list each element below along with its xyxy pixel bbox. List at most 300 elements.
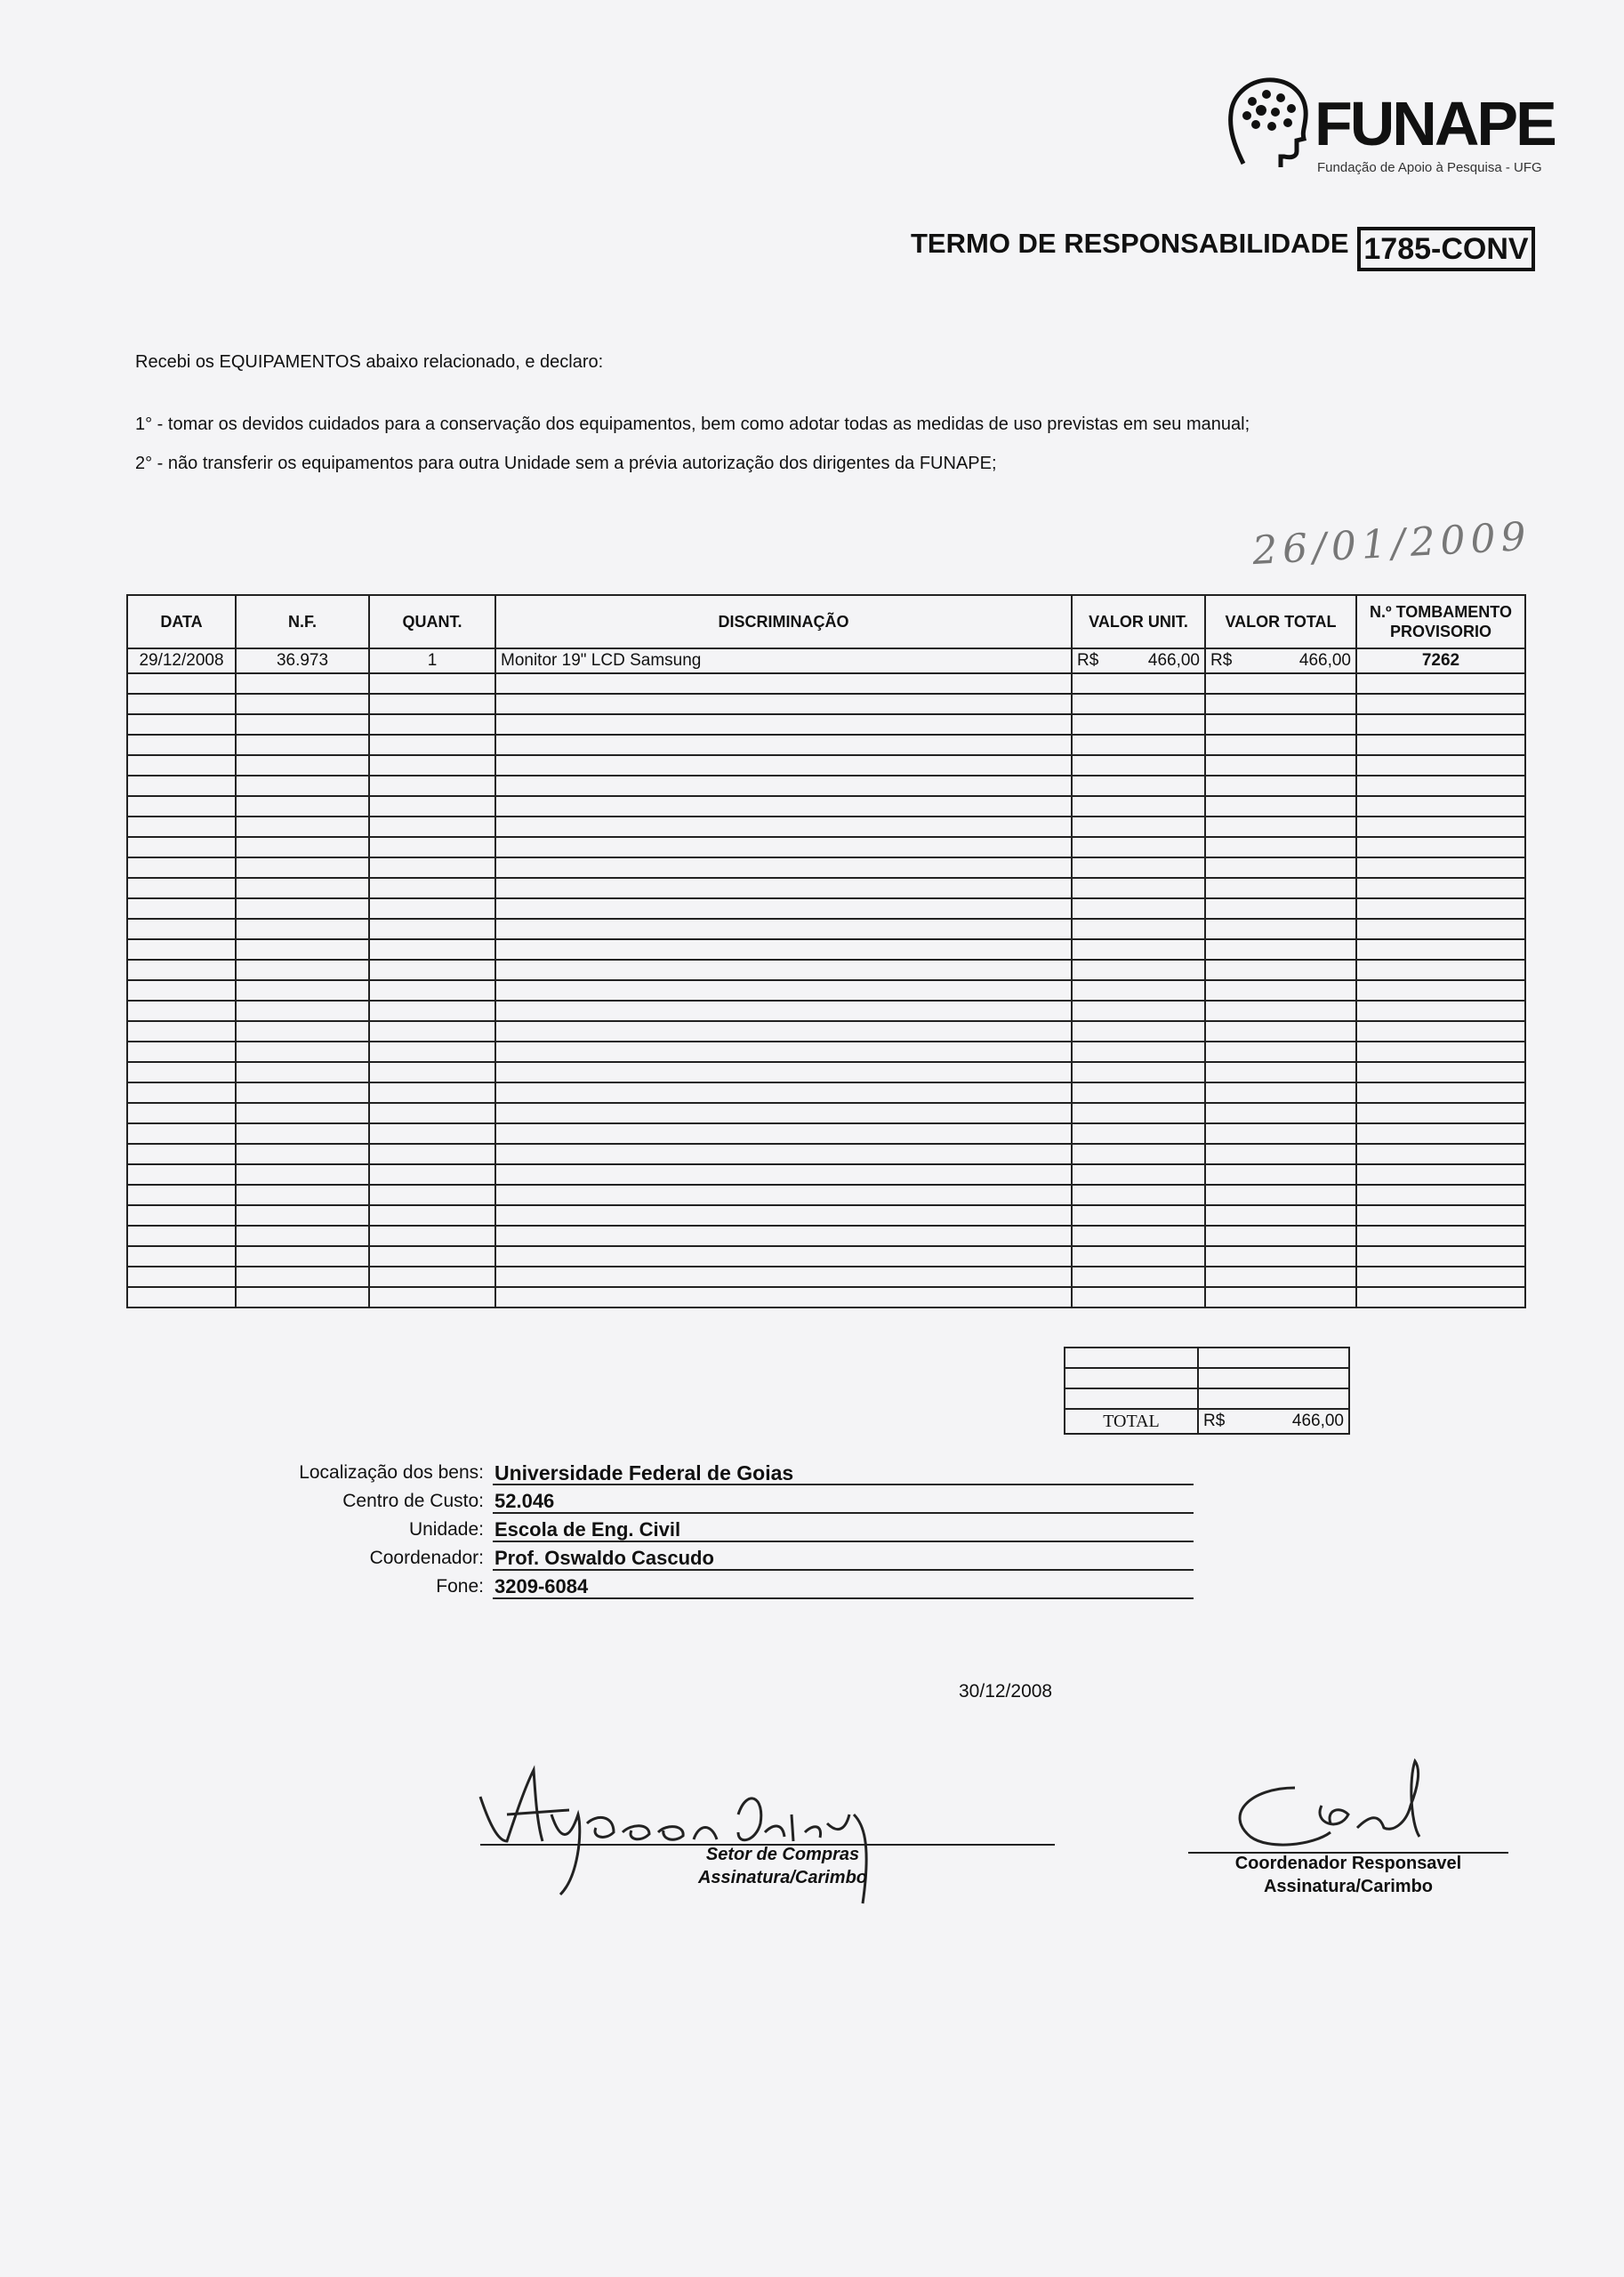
table-cell-empty (1356, 898, 1525, 919)
table-row-empty (127, 755, 1525, 776)
header-valor-unit: VALOR UNIT. (1072, 595, 1205, 648)
funape-logo (1226, 75, 1555, 181)
table-row-empty (127, 1246, 1525, 1267)
table-cell-empty (236, 1205, 369, 1226)
table-cell-empty (1205, 1164, 1356, 1185)
header-discriminacao: DISCRIMINAÇÃO (495, 595, 1072, 648)
issue-date: 30/12/2008 (959, 1681, 1053, 1702)
table-cell-empty (495, 1082, 1072, 1103)
table-cell-empty (1072, 1226, 1205, 1246)
table-cell-empty (1205, 1267, 1356, 1287)
phone-label: Fone: (436, 1576, 484, 1597)
table-cell-empty (369, 1082, 495, 1103)
table-cell-empty (1072, 1042, 1205, 1062)
table-cell-empty (127, 1001, 236, 1021)
table-cell-empty (369, 1287, 495, 1307)
info-location (133, 1459, 1060, 1485)
table-cell-empty (236, 714, 369, 735)
table-cell-empty (127, 1226, 236, 1246)
table-cell-empty (495, 673, 1072, 694)
cell-valor-unit (1072, 648, 1205, 673)
table-cell-empty (236, 1123, 369, 1144)
table-cell-empty (1356, 673, 1525, 694)
table-cell-empty (1205, 1042, 1356, 1062)
table-cell-empty (1072, 755, 1205, 776)
table-cell-empty (236, 1062, 369, 1082)
table-cell-empty (369, 796, 495, 817)
table-cell-empty (127, 673, 236, 694)
table-cell-empty (1205, 919, 1356, 939)
info-cost-center (133, 1487, 1060, 1514)
table-cell-empty (127, 960, 236, 980)
table-cell-empty (369, 694, 495, 714)
table-row-empty (127, 735, 1525, 755)
table-cell-empty (127, 1062, 236, 1082)
table-cell-empty (127, 755, 236, 776)
table-cell-empty (1205, 1185, 1356, 1205)
table-cell-empty (236, 1287, 369, 1307)
currency-symbol: R$ (1210, 651, 1233, 670)
table-cell-empty (1356, 857, 1525, 878)
table-cell-empty (1356, 694, 1525, 714)
value-cell-empty (1065, 1348, 1198, 1368)
handwritten-date: 26/01/2009 (1250, 513, 1532, 575)
table-cell-empty (1356, 817, 1525, 837)
table-cell-empty (495, 898, 1072, 919)
table-cell-empty (369, 673, 495, 694)
clause-1: 1° - tomar os devidos cuidados para a conservação dos equipamentos, bem como adotar todas as medidas de uso previstas em seu manual; (135, 414, 1250, 434)
table-cell-empty (369, 1062, 495, 1082)
value-cell-empty (1198, 1388, 1349, 1409)
table-cell-empty (236, 1185, 369, 1205)
table-cell-empty (1072, 1001, 1205, 1021)
table-cell-empty (495, 1103, 1072, 1123)
table-cell-empty (1205, 939, 1356, 960)
table-cell-empty (369, 1164, 495, 1185)
table-cell-empty (1072, 939, 1205, 960)
table-cell-empty (495, 755, 1072, 776)
equipment-table (126, 594, 1526, 1308)
table-cell-empty (1356, 1185, 1525, 1205)
table-cell-empty (1356, 1164, 1525, 1185)
table-cell-empty (127, 980, 236, 1001)
table-cell-empty (1356, 1001, 1525, 1021)
value-cell-empty (1198, 1348, 1349, 1368)
table-cell-empty (127, 1246, 236, 1267)
table-cell-empty (236, 878, 369, 898)
table-cell-empty (236, 1246, 369, 1267)
table-cell-empty (369, 1103, 495, 1123)
table-cell-empty (236, 1001, 369, 1021)
table-cell-empty (1205, 755, 1356, 776)
table-cell-empty (127, 776, 236, 796)
table-row-empty (127, 878, 1525, 898)
table-cell-empty (1356, 1021, 1525, 1042)
table-cell-empty (127, 857, 236, 878)
cell-nf: 36.973 (236, 648, 369, 673)
table-row-empty (127, 714, 1525, 735)
table-cell-empty (1205, 1082, 1356, 1103)
table-cell-empty (236, 673, 369, 694)
table-row-empty (127, 898, 1525, 919)
header-tombamento-line1: N.º TOMBAMENTO (1370, 602, 1512, 621)
table-cell-empty (127, 694, 236, 714)
table-cell-empty (236, 1082, 369, 1103)
table-cell-empty (369, 857, 495, 878)
table-cell-empty (495, 1185, 1072, 1205)
brand-name: FUNAPE (1314, 89, 1555, 158)
table-cell-empty (1205, 714, 1356, 735)
table-cell-empty (236, 919, 369, 939)
table-cell-empty (495, 837, 1072, 857)
table-cell-empty (1205, 1246, 1356, 1267)
table-cell-empty (1205, 817, 1356, 837)
location-label: Localização dos bens: (299, 1462, 484, 1483)
table-cell-empty (127, 1042, 236, 1062)
table-cell-empty (127, 1205, 236, 1226)
table-cell-empty (1072, 1185, 1205, 1205)
table-cell-empty (1356, 980, 1525, 1001)
table-row-empty (127, 776, 1525, 796)
table-row-empty (127, 1082, 1525, 1103)
table-cell-empty (495, 1164, 1072, 1185)
table-cell-empty (369, 1226, 495, 1246)
table-cell-empty (1072, 1082, 1205, 1103)
table-cell-empty (1205, 1205, 1356, 1226)
table-row-empty (127, 1001, 1525, 1021)
table-row-empty (127, 673, 1525, 694)
table-cell-empty (495, 919, 1072, 939)
table-row-empty (127, 796, 1525, 817)
table-cell-empty (369, 1001, 495, 1021)
table-cell-empty (1356, 1042, 1525, 1062)
table-cell-empty (236, 1164, 369, 1185)
header-data: DATA (127, 595, 236, 648)
table-cell-empty (1356, 796, 1525, 817)
table-cell-empty (1356, 1144, 1525, 1164)
table-cell-empty (369, 1205, 495, 1226)
table-cell-empty (369, 837, 495, 857)
unit-value: Escola de Eng. Civil (493, 1517, 1194, 1542)
table-cell-empty (236, 857, 369, 878)
currency-symbol: R$ (1203, 1412, 1226, 1430)
table-cell-empty (1356, 939, 1525, 960)
cost-center-label: Centro de Custo: (342, 1491, 484, 1511)
table-cell-empty (1072, 776, 1205, 796)
table-cell-empty (495, 1287, 1072, 1307)
table-cell-empty (1072, 673, 1205, 694)
table-row-empty (127, 1144, 1525, 1164)
table-cell-empty (1356, 919, 1525, 939)
table-cell-empty (1072, 919, 1205, 939)
table-cell-empty (495, 980, 1072, 1001)
brand-tagline: Fundação de Apoio à Pesquisa - UFG (1317, 160, 1542, 175)
table-cell-empty (1072, 1123, 1205, 1144)
table-cell-empty (1072, 878, 1205, 898)
value-row-empty (1065, 1388, 1349, 1409)
table-cell-empty (369, 1267, 495, 1287)
table-cell-empty (495, 878, 1072, 898)
table-cell-empty (369, 714, 495, 735)
table-cell-empty (236, 1267, 369, 1287)
cell-discriminacao: Monitor 19" LCD Samsung (495, 648, 1072, 673)
table-cell-empty (1072, 1205, 1205, 1226)
table-cell-empty (1356, 960, 1525, 980)
table-row-empty (127, 960, 1525, 980)
table-cell-empty (127, 1267, 236, 1287)
table-cell-empty (1072, 1287, 1205, 1307)
table-cell-empty (236, 837, 369, 857)
table-cell-empty (127, 1021, 236, 1042)
table-cell-empty (495, 1226, 1072, 1246)
table-cell-empty (495, 817, 1072, 837)
table-cell-empty (1205, 694, 1356, 714)
table-cell-empty (1356, 755, 1525, 776)
table-cell-empty (369, 1123, 495, 1144)
table-row-empty (127, 939, 1525, 960)
table-row (127, 648, 1525, 673)
table-row-empty (127, 1226, 1525, 1246)
table-row-empty (127, 1164, 1525, 1185)
table-cell-empty (1356, 1246, 1525, 1267)
table-cell-empty (1072, 735, 1205, 755)
table-cell-empty (236, 1144, 369, 1164)
cost-center-value: 52.046 (493, 1489, 1194, 1514)
table-cell-empty (236, 898, 369, 919)
table-cell-empty (1072, 1021, 1205, 1042)
table-cell-empty (1356, 1123, 1525, 1144)
table-cell-empty (127, 1103, 236, 1123)
table-cell-empty (1072, 714, 1205, 735)
purchasing-caption-line1: Setor de Compras (705, 1845, 860, 1864)
table-cell-empty (369, 939, 495, 960)
table-cell-empty (495, 1021, 1072, 1042)
table-cell-empty (1072, 1164, 1205, 1185)
value-cell-empty (1065, 1388, 1198, 1409)
header-nf: N.F. (236, 595, 369, 648)
table-cell-empty (236, 980, 369, 1001)
table-cell-empty (495, 714, 1072, 735)
table-row-empty (127, 1267, 1525, 1287)
table-row-empty (127, 837, 1525, 857)
table-row-empty (127, 817, 1525, 837)
table-cell-empty (127, 1082, 236, 1103)
table-cell-empty (495, 960, 1072, 980)
table-cell-empty (369, 755, 495, 776)
coordinator-caption-line2: Assinatura/Carimbo (1263, 1877, 1434, 1896)
table-cell-empty (127, 1123, 236, 1144)
header-valor-total: VALOR TOTAL (1205, 595, 1356, 648)
table-cell-empty (1072, 1144, 1205, 1164)
table-row-empty (127, 694, 1525, 714)
coordinator-signature-caption (1188, 1852, 1508, 1898)
table-cell-empty (495, 694, 1072, 714)
table-cell-empty (127, 796, 236, 817)
currency-symbol: R$ (1077, 651, 1099, 670)
table-cell-empty (1205, 1144, 1356, 1164)
info-coordinator (133, 1544, 1060, 1571)
table-row-empty (127, 1103, 1525, 1123)
table-cell-empty (495, 939, 1072, 960)
table-cell-empty (127, 1144, 236, 1164)
table-cell-empty (495, 1267, 1072, 1287)
table-cell-empty (369, 980, 495, 1001)
table-cell-empty (495, 776, 1072, 796)
table-cell-empty (127, 919, 236, 939)
table-cell-empty (127, 714, 236, 735)
table-cell-empty (1205, 898, 1356, 919)
table-cell-empty (1356, 1103, 1525, 1123)
table-cell-empty (1072, 980, 1205, 1001)
total-value (1198, 1409, 1349, 1434)
table-cell-empty (369, 1185, 495, 1205)
header-tombamento-line2: PROVISORIO (1389, 623, 1492, 640)
table-cell-empty (1072, 1062, 1205, 1082)
table-cell-empty (369, 878, 495, 898)
header-quant: QUANT. (369, 595, 495, 648)
cell-tombamento: 7262 (1356, 648, 1525, 673)
table-cell-empty (1072, 898, 1205, 919)
table-cell-empty (369, 1021, 495, 1042)
table-row-empty (127, 857, 1525, 878)
location-value: Universidade Federal de Goias (493, 1460, 1194, 1485)
table-cell-empty (236, 960, 369, 980)
table-cell-empty (1356, 776, 1525, 796)
coordinator-caption-line1: Coordenador Responsavel (1234, 1854, 1462, 1873)
table-cell-empty (369, 898, 495, 919)
table-cell-empty (1356, 878, 1525, 898)
intro-text: Recebi os EQUIPAMENTOS abaixo relacionado, e declaro: (135, 352, 604, 372)
total-label: TOTAL (1065, 1409, 1198, 1434)
table-cell-empty (1072, 1103, 1205, 1123)
table-cell-empty (236, 735, 369, 755)
table-cell-empty (236, 694, 369, 714)
document-code: 1785-CONV (1357, 227, 1535, 271)
purchasing-signature-caption (649, 1843, 916, 1889)
table-row-empty (127, 919, 1525, 939)
table-cell-empty (1205, 1001, 1356, 1021)
document-title: TERMO DE RESPONSABILIDADE (911, 228, 1349, 259)
table-cell-empty (127, 1287, 236, 1307)
value-cell-empty (1065, 1368, 1198, 1388)
table-cell-empty (369, 776, 495, 796)
table-cell-empty (1356, 1287, 1525, 1307)
table-cell-empty (236, 1042, 369, 1062)
table-cell-empty (369, 919, 495, 939)
table-cell-empty (495, 1144, 1072, 1164)
value-row-empty (1065, 1348, 1349, 1368)
table-cell-empty (1072, 1246, 1205, 1267)
table-cell-empty (1205, 776, 1356, 796)
table-row-empty (127, 1287, 1525, 1307)
coordinator-label: Coordenador: (369, 1548, 484, 1568)
table-cell-empty (127, 1185, 236, 1205)
table-cell-empty (1205, 1021, 1356, 1042)
value-row-empty (1065, 1368, 1349, 1388)
total-section (1064, 1347, 1350, 1435)
table-cell-empty (1356, 714, 1525, 735)
table-cell-empty (1205, 960, 1356, 980)
table-cell-empty (495, 1062, 1072, 1082)
table-cell-empty (127, 817, 236, 837)
table-cell-empty (1205, 1103, 1356, 1123)
table-cell-empty (127, 939, 236, 960)
table-cell-empty (1205, 1123, 1356, 1144)
cell-valor-total (1205, 648, 1356, 673)
table-cell-empty (1072, 960, 1205, 980)
table-cell-empty (1356, 1267, 1525, 1287)
table-row-empty (127, 1062, 1525, 1082)
table-cell-empty (1072, 857, 1205, 878)
table-cell-empty (1205, 735, 1356, 755)
table-row-empty (127, 1123, 1525, 1144)
coordinator-signature (1215, 1752, 1482, 1859)
table-row-empty (127, 1205, 1525, 1226)
table-cell-empty (495, 1205, 1072, 1226)
clause-2: 2° - não transferir os equipamentos para outra Unidade sem a prévia autorização dos dirigentes da FUNAPE; (135, 454, 997, 473)
table-row-empty (127, 1021, 1525, 1042)
table-cell-empty (1205, 857, 1356, 878)
table-cell-empty (369, 1042, 495, 1062)
table-cell-empty (236, 796, 369, 817)
table-cell-empty (1072, 796, 1205, 817)
total-amount: 466,00 (1291, 1412, 1344, 1430)
table-cell-empty (495, 1042, 1072, 1062)
table-cell-empty (1356, 1082, 1525, 1103)
phone-value: 3209-6084 (493, 1574, 1194, 1599)
table-cell-empty (127, 878, 236, 898)
valor-total-amount: 466,00 (1298, 651, 1351, 670)
table-cell-empty (1205, 673, 1356, 694)
table-cell-empty (1205, 837, 1356, 857)
brain-head-icon (1226, 75, 1311, 173)
table-cell-empty (495, 796, 1072, 817)
table-row-empty (127, 1185, 1525, 1205)
table-cell-empty (1205, 1287, 1356, 1307)
table-cell-empty (1072, 1267, 1205, 1287)
table-cell-empty (495, 1001, 1072, 1021)
cell-data: 29/12/2008 (127, 648, 236, 673)
info-unit (133, 1516, 1060, 1542)
table-cell-empty (1205, 878, 1356, 898)
table-cell-empty (1072, 817, 1205, 837)
table-cell-empty (495, 1246, 1072, 1267)
unit-label: Unidade: (408, 1519, 484, 1540)
table-cell-empty (495, 1123, 1072, 1144)
purchasing-caption-line2: Assinatura/Carimbo (697, 1868, 868, 1887)
table-cell-empty (236, 939, 369, 960)
table-cell-empty (1205, 980, 1356, 1001)
cell-quant: 1 (369, 648, 495, 673)
info-phone (133, 1573, 1060, 1599)
table-row-empty (127, 1042, 1525, 1062)
table-cell-empty (127, 735, 236, 755)
table-cell-empty (127, 837, 236, 857)
table-cell-empty (1072, 837, 1205, 857)
header-tombamento (1356, 595, 1525, 648)
table-cell-empty (236, 817, 369, 837)
table-cell-empty (236, 1103, 369, 1123)
table-cell-empty (1072, 694, 1205, 714)
value-cell-empty (1198, 1368, 1349, 1388)
table-cell-empty (1356, 1062, 1525, 1082)
table-cell-empty (495, 735, 1072, 755)
table-cell-empty (1356, 1205, 1525, 1226)
table-cell-empty (369, 817, 495, 837)
table-cell-empty (369, 960, 495, 980)
table-cell-empty (1205, 1062, 1356, 1082)
valor-unit-amount: 466,00 (1147, 651, 1200, 670)
